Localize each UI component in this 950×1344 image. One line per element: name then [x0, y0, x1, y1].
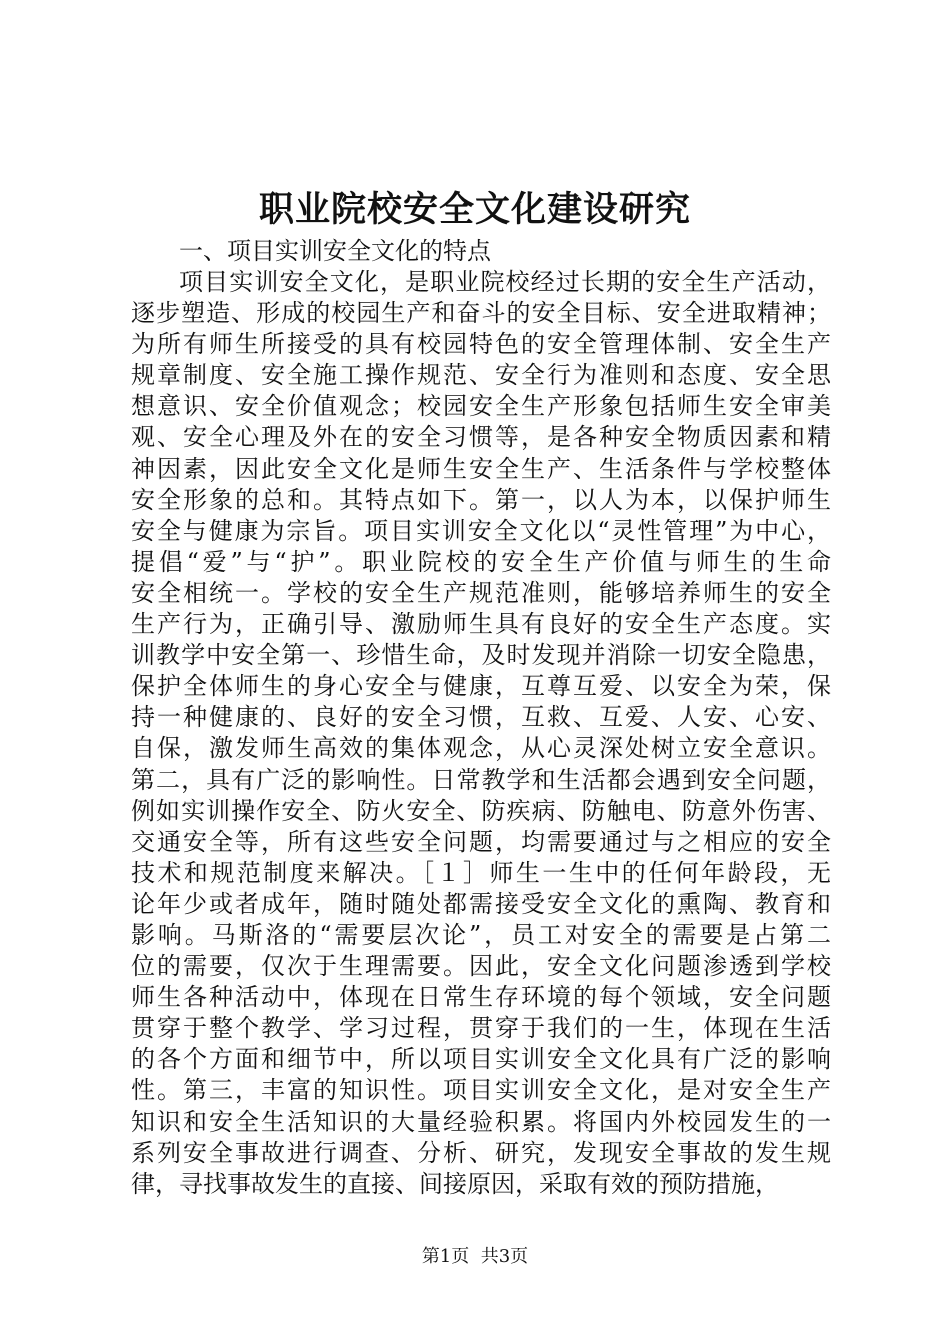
paragraph-line: 律，寻找事故发生的直接、间接原因，采取有效的预防措施，	[131, 1169, 779, 1198]
paragraph-line: 知识和安全生活知识的大量经验积累。将国内外校园发生的一	[131, 1107, 831, 1136]
paragraph-line: 保护全体师生的身心安全与健康，互尊互爱、以安全为荣，保	[131, 672, 831, 701]
paragraph-line: 影响。马斯洛的“需要层次论”，员工对安全的需要是占第二	[131, 920, 831, 949]
paragraph-line: 项目实训安全文化，是职业院校经过长期的安全生产活动，	[179, 268, 831, 296]
paragraph-line: 贯穿于整个教学、学习过程，贯穿于我们的一生，体现在生活	[131, 1014, 831, 1043]
paragraph-line: 性。第三，丰富的知识性。项目实训安全文化，是对安全生产	[131, 1076, 831, 1105]
paragraph-line: 安全形象的总和。其特点如下。第一，以人为本，以保护师生	[131, 485, 831, 514]
paragraph-line: 逐步塑造、形成的校园生产和奋斗的安全目标、安全进取精神；	[131, 299, 831, 328]
paragraph-line: 为所有师生所接受的具有校园特色的安全管理体制、安全生产	[131, 330, 831, 359]
section-heading: 一、项目实训安全文化的特点	[179, 237, 491, 265]
paragraph-line: 神因素，因此安全文化是师生安全生产、生活条件与学校整体	[131, 454, 831, 483]
paragraph-line: 第二，具有广泛的影响性。日常教学和生活都会遇到安全问题，	[131, 765, 831, 794]
paragraph-line: 交通安全等，所有这些安全问题，均需要通过与之相应的安全	[131, 827, 831, 856]
paragraph-line: 论年少或者成年，随时随处都需接受安全文化的熏陶、教育和	[131, 889, 831, 918]
paragraph-line: 持一种健康的、良好的安全习惯，互救、互爱、人安、心安、	[131, 703, 831, 732]
paragraph-line: 的各个方面和细节中，所以项目实训安全文化具有广泛的影响	[131, 1045, 831, 1074]
paragraph-line: 系列安全事故进行调查、分析、研究，发现安全事故的发生规	[131, 1138, 831, 1167]
paragraph-line: 位的需要，仅次于生理需要。因此，安全文化问题渗透到学校	[131, 952, 831, 981]
paragraph-line: 安全相统一。学校的安全生产规范准则，能够培养师生的安全	[131, 578, 831, 607]
paragraph-line: 想意识、安全价值观念；校园安全生产形象包括师生安全审美	[131, 392, 831, 421]
paragraph-line: 师生各种活动中，体现在日常生存环境的每个领域，安全问题	[131, 983, 831, 1012]
page-footer	[0, 1245, 950, 1269]
body-paragraph	[131, 267, 831, 1200]
paragraph-line: 规章制度、安全施工操作规范、安全行为准则和态度、安全思	[131, 361, 831, 390]
paragraph-line: 生产行为，正确引导、激励师生具有良好的安全生产态度。实	[131, 610, 831, 639]
document-title: 职业院校安全文化建设研究	[258, 189, 691, 230]
page-indicator: 第1页 共3页	[421, 1246, 529, 1267]
paragraph-line: 提倡“爱”与“护”。职业院校的安全生产价值与师生的生命	[131, 547, 831, 576]
paragraph-line: 例如实训操作安全、防火安全、防疾病、防触电、防意外伤害、	[131, 796, 831, 825]
paragraph-line: 技术和规范制度来解决。［１］师生一生中的任何年龄段，无	[131, 858, 831, 887]
paragraph-line: 观、安全心理及外在的安全习惯等，是各种安全物质因素和精	[131, 423, 831, 452]
document-body	[131, 236, 831, 1200]
paragraph-line: 训教学中安全第一、珍惜生命，及时发现并消除一切安全隐患，	[131, 641, 831, 670]
paragraph-line: 安全与健康为宗旨。项目实训安全文化以“灵性管理”为中心，	[131, 516, 831, 545]
paragraph-line: 自保，激发师生高效的集体观念，从心灵深处树立安全意识。	[131, 734, 831, 763]
